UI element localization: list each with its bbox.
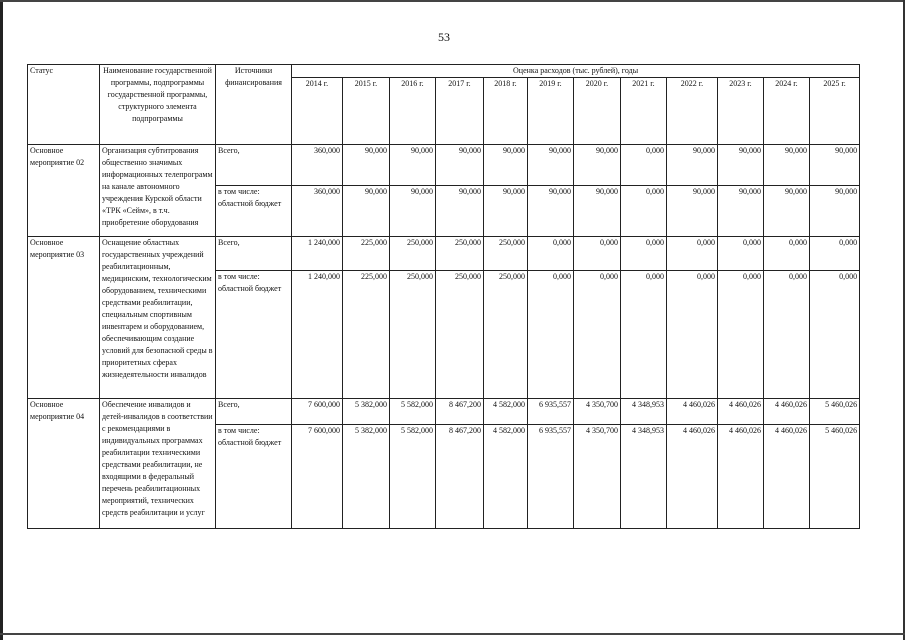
value-cell: 90,000 (436, 145, 484, 186)
header-status: Статус (28, 65, 100, 145)
header-year-0: 2014 г. (292, 78, 343, 145)
value-cell: 90,000 (718, 145, 764, 186)
header-year-2: 2016 г. (390, 78, 436, 145)
value-cell: 0,000 (574, 237, 621, 271)
header-year-8: 2022 г. (667, 78, 718, 145)
value-cell: 90,000 (810, 145, 860, 186)
value-cell: 90,000 (390, 186, 436, 237)
header-expenses: Оценка расходов (тыс. рублей), годы (292, 65, 860, 78)
value-cell: 0,000 (718, 271, 764, 399)
value-cell: 5 460,026 (810, 425, 860, 529)
value-cell: 90,000 (574, 145, 621, 186)
value-cell: 90,000 (667, 145, 718, 186)
header-name: Наименование государственной программы, подпрограммы государственной программы, структурного элемента подпрограммы (100, 65, 216, 145)
value-cell: 0,000 (621, 145, 667, 186)
row-source: Всего, (216, 399, 292, 425)
value-cell: 0,000 (528, 237, 574, 271)
value-cell: 250,000 (390, 237, 436, 271)
value-cell: 90,000 (343, 145, 390, 186)
value-cell: 4 460,026 (718, 399, 764, 425)
table-row (28, 237, 860, 271)
value-cell: 0,000 (810, 271, 860, 399)
value-cell: 0,000 (718, 237, 764, 271)
header-row-top (28, 65, 860, 78)
value-cell: 5 382,000 (343, 399, 390, 425)
value-cell: 0,000 (810, 237, 860, 271)
value-cell: 4 460,026 (667, 399, 718, 425)
value-cell: 90,000 (718, 186, 764, 237)
value-cell: 90,000 (810, 186, 860, 237)
value-cell: 250,000 (484, 271, 528, 399)
row-source: Всего, (216, 237, 292, 271)
value-cell: 0,000 (621, 271, 667, 399)
header-year-5: 2019 г. (528, 78, 574, 145)
value-cell: 90,000 (528, 186, 574, 237)
header-year-6: 2020 г. (574, 78, 621, 145)
header-year-9: 2023 г. (718, 78, 764, 145)
row-name: Организация субтитрования общественно значимых информационных телепрограмм на канале автономного учреждения Курской области «ТРК «Сейм», в т.ч. приобретение оборудования (100, 145, 216, 237)
value-cell: 360,000 (292, 145, 343, 186)
value-cell: 90,000 (484, 145, 528, 186)
value-cell: 5 460,026 (810, 399, 860, 425)
value-cell: 90,000 (764, 145, 810, 186)
row-source: в том числе: областной бюджет (216, 186, 292, 237)
value-cell: 4 460,026 (764, 425, 810, 529)
value-cell: 0,000 (574, 271, 621, 399)
value-cell: 4 582,000 (484, 425, 528, 529)
value-cell: 6 935,557 (528, 399, 574, 425)
value-cell: 250,000 (436, 271, 484, 399)
value-cell: 5 582,000 (390, 425, 436, 529)
header-year-3: 2017 г. (436, 78, 484, 145)
value-cell: 4 460,026 (667, 425, 718, 529)
header-year-11: 2025 г. (810, 78, 860, 145)
value-cell: 5 382,000 (343, 425, 390, 529)
value-cell: 225,000 (343, 271, 390, 399)
header-year-4: 2018 г. (484, 78, 528, 145)
header-year-10: 2024 г. (764, 78, 810, 145)
value-cell: 0,000 (621, 237, 667, 271)
value-cell: 225,000 (343, 237, 390, 271)
value-cell: 250,000 (390, 271, 436, 399)
row-status: Основное мероприятие 02 (28, 145, 100, 237)
row-status: Основное мероприятие 04 (28, 399, 100, 529)
value-cell: 4 350,700 (574, 425, 621, 529)
table-row (28, 399, 860, 425)
value-cell: 0,000 (764, 271, 810, 399)
value-cell: 0,000 (621, 186, 667, 237)
row-status: Основное мероприятие 03 (28, 237, 100, 399)
value-cell: 7 600,000 (292, 425, 343, 529)
value-cell: 360,000 (292, 186, 343, 237)
row-source: в том числе: областной бюджет (216, 425, 292, 529)
row-source: в том числе: областной бюджет (216, 271, 292, 399)
value-cell: 4 460,026 (718, 425, 764, 529)
value-cell: 4 348,953 (621, 399, 667, 425)
row-name: Оснащение областных государственных учреждений реабилитационным, медицинским, технологическим оборудованием, техническими средствами реабилитации, специальным спортивным инвентарем и оборудованием, обеспечивающим создание условий для безопасной среды в приоритетных сферах жизнедеятельности инвалидов (100, 237, 216, 399)
value-cell: 4 350,700 (574, 399, 621, 425)
value-cell: 90,000 (528, 145, 574, 186)
value-cell: 0,000 (528, 271, 574, 399)
header-source: Источники финансирования (216, 65, 292, 145)
row-source: Всего, (216, 145, 292, 186)
budget-table (27, 64, 860, 529)
row-name: Обеспечение инвалидов и детей-инвалидов в соответствии с рекомендациями в индивидуальных программах реабилитации техническими средствами реабилитации, не входящими в федеральный перечень реабилитационных мероприятий, технических средств реабилитации и услуг (100, 399, 216, 529)
value-cell: 7 600,000 (292, 399, 343, 425)
value-cell: 1 240,000 (292, 271, 343, 399)
value-cell: 5 582,000 (390, 399, 436, 425)
header-year-1: 2015 г. (343, 78, 390, 145)
value-cell: 4 582,000 (484, 399, 528, 425)
value-cell: 4 460,026 (764, 399, 810, 425)
value-cell: 90,000 (343, 186, 390, 237)
value-cell: 0,000 (667, 237, 718, 271)
value-cell: 0,000 (667, 271, 718, 399)
scan-edge-left (0, 0, 3, 640)
value-cell: 6 935,557 (528, 425, 574, 529)
value-cell: 8 467,200 (436, 425, 484, 529)
value-cell: 90,000 (484, 186, 528, 237)
value-cell: 90,000 (667, 186, 718, 237)
value-cell: 90,000 (390, 145, 436, 186)
scan-edge-top (0, 0, 905, 2)
value-cell: 250,000 (484, 237, 528, 271)
header-year-7: 2021 г. (621, 78, 667, 145)
scan-edge-bottom (0, 633, 905, 635)
table-row (28, 145, 860, 186)
page-number: 53 (438, 30, 450, 44)
value-cell: 250,000 (436, 237, 484, 271)
value-cell: 8 467,200 (436, 399, 484, 425)
value-cell: 90,000 (436, 186, 484, 237)
value-cell: 4 348,953 (621, 425, 667, 529)
value-cell: 90,000 (764, 186, 810, 237)
value-cell: 1 240,000 (292, 237, 343, 271)
value-cell: 0,000 (764, 237, 810, 271)
value-cell: 90,000 (574, 186, 621, 237)
